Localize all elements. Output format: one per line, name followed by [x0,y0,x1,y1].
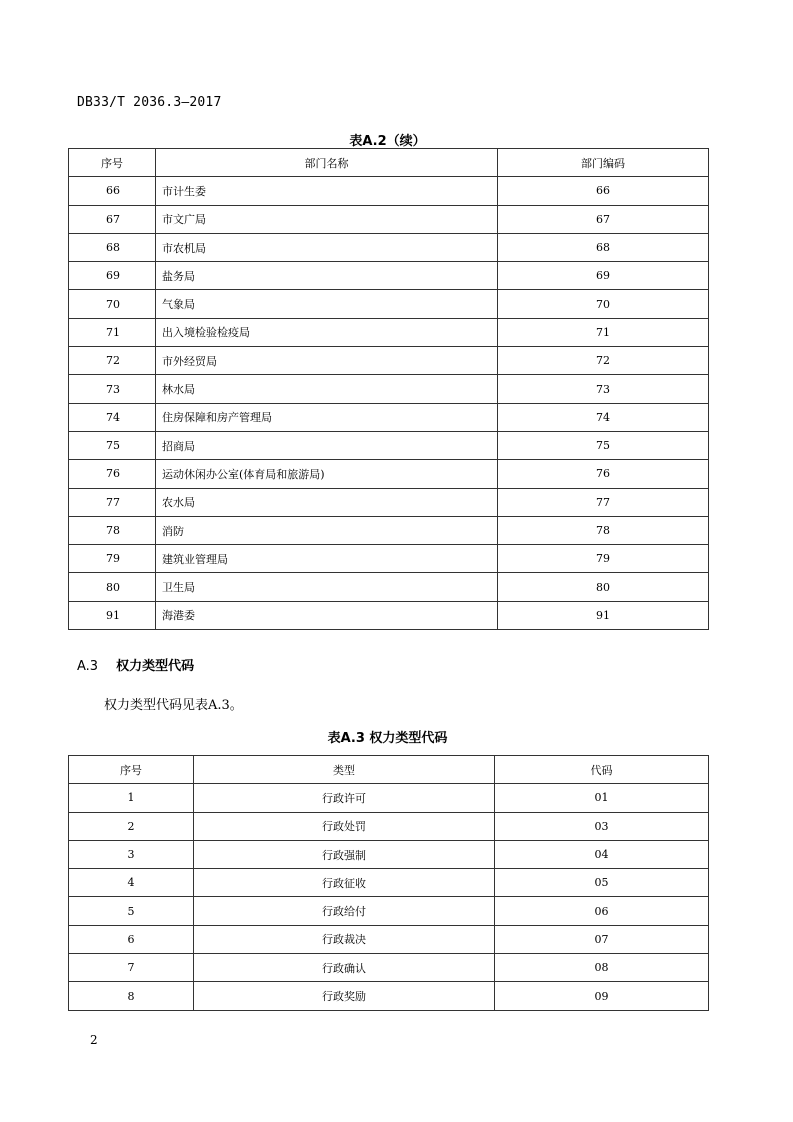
table-row [69,460,709,488]
table-row [69,545,709,573]
cell-department-name: 运动休闲办公室(体育局和旅游局) [156,460,498,488]
cell-department-code: 78 [498,516,709,544]
table-row [69,573,709,601]
cell-serial: 71 [69,318,156,346]
table-row [69,982,709,1010]
table-row [69,403,709,431]
cell-serial: 3 [69,840,194,868]
page-number: 2 [90,1033,98,1047]
cell-serial: 79 [69,545,156,573]
table-row [69,205,709,233]
cell-serial: 4 [69,869,194,897]
header-department-code: 部门编码 [498,149,709,177]
cell-serial: 8 [69,982,194,1010]
department-code-table [68,148,709,630]
table-header-row [69,756,709,784]
cell-serial: 67 [69,205,156,233]
cell-department-name: 农水局 [156,488,498,516]
cell-type: 行政裁决 [194,925,495,953]
table-row [69,601,709,629]
cell-type: 行政征收 [194,869,495,897]
cell-department-code: 77 [498,488,709,516]
header-serial: 序号 [69,149,156,177]
cell-code: 06 [495,897,709,925]
cell-department-code: 73 [498,375,709,403]
section-a3-body: 权力类型代码见表A.3。 [104,698,243,713]
cell-type: 行政许可 [194,784,495,812]
cell-department-name: 住房保障和房产管理局 [156,403,498,431]
cell-department-code: 72 [498,347,709,375]
cell-serial: 73 [69,375,156,403]
cell-serial: 70 [69,290,156,318]
cell-code: 03 [495,812,709,840]
cell-code: 09 [495,982,709,1010]
cell-department-name: 建筑业管理局 [156,545,498,573]
cell-serial: 91 [69,601,156,629]
cell-department-code: 75 [498,431,709,459]
header-code: 代码 [495,756,709,784]
cell-serial: 76 [69,460,156,488]
cell-department-name: 盐务局 [156,262,498,290]
cell-serial: 68 [69,233,156,261]
cell-type: 行政强制 [194,840,495,868]
cell-serial: 80 [69,573,156,601]
table-row [69,233,709,261]
cell-code: 05 [495,869,709,897]
cell-department-code: 68 [498,233,709,261]
cell-department-code: 80 [498,573,709,601]
cell-code: 08 [495,954,709,982]
cell-department-code: 71 [498,318,709,346]
table-row [69,431,709,459]
cell-type: 行政处罚 [194,812,495,840]
cell-serial: 2 [69,812,194,840]
section-title: 权力类型代码 [116,659,195,674]
table-row [69,954,709,982]
cell-department-name: 市外经贸局 [156,347,498,375]
table-header-row [69,149,709,177]
cell-department-code: 91 [498,601,709,629]
cell-department-code: 67 [498,205,709,233]
header-department-name: 部门名称 [156,149,498,177]
header-type: 类型 [194,756,495,784]
cell-serial: 7 [69,954,194,982]
cell-serial: 75 [69,431,156,459]
cell-department-name: 消防 [156,516,498,544]
cell-serial: 69 [69,262,156,290]
power-type-code-table [68,755,709,1011]
cell-code: 01 [495,784,709,812]
table-a2-caption: 表A.2（续） [349,134,426,149]
cell-serial: 77 [69,488,156,516]
cell-department-name: 招商局 [156,431,498,459]
cell-serial: 78 [69,516,156,544]
cell-department-code: 66 [498,177,709,205]
table-row [69,262,709,290]
cell-department-code: 79 [498,545,709,573]
cell-type: 行政给付 [194,897,495,925]
cell-department-code: 74 [498,403,709,431]
cell-serial: 1 [69,784,194,812]
section-number: A.3 [77,659,99,674]
table-row [69,290,709,318]
table-a3-caption: 表A.3 权力类型代码 [327,731,448,746]
table-row [69,516,709,544]
table-row [69,897,709,925]
cell-department-name: 气象局 [156,290,498,318]
cell-serial: 5 [69,897,194,925]
table-row [69,925,709,953]
cell-serial: 74 [69,403,156,431]
table-row [69,488,709,516]
cell-department-name: 市文广局 [156,205,498,233]
table-row [69,784,709,812]
cell-serial: 72 [69,347,156,375]
cell-type: 行政奖励 [194,982,495,1010]
cell-department-name: 卫生局 [156,573,498,601]
table-row [69,177,709,205]
cell-department-name: 市农机局 [156,233,498,261]
table-row [69,347,709,375]
cell-department-name: 出入境检验检疫局 [156,318,498,346]
table-row [69,375,709,403]
table-row [69,869,709,897]
header-serial: 序号 [69,756,194,784]
table-row [69,812,709,840]
cell-department-name: 市计生委 [156,177,498,205]
cell-code: 04 [495,840,709,868]
cell-department-code: 70 [498,290,709,318]
section-a3-heading [77,655,194,674]
table-row [69,840,709,868]
cell-serial: 66 [69,177,156,205]
cell-code: 07 [495,925,709,953]
table-row [69,318,709,346]
cell-department-code: 76 [498,460,709,488]
cell-department-code: 69 [498,262,709,290]
cell-department-name: 海港委 [156,601,498,629]
cell-serial: 6 [69,925,194,953]
cell-department-name: 林水局 [156,375,498,403]
cell-type: 行政确认 [194,954,495,982]
standard-code: DB33/T 2036.3—2017 [77,95,222,110]
